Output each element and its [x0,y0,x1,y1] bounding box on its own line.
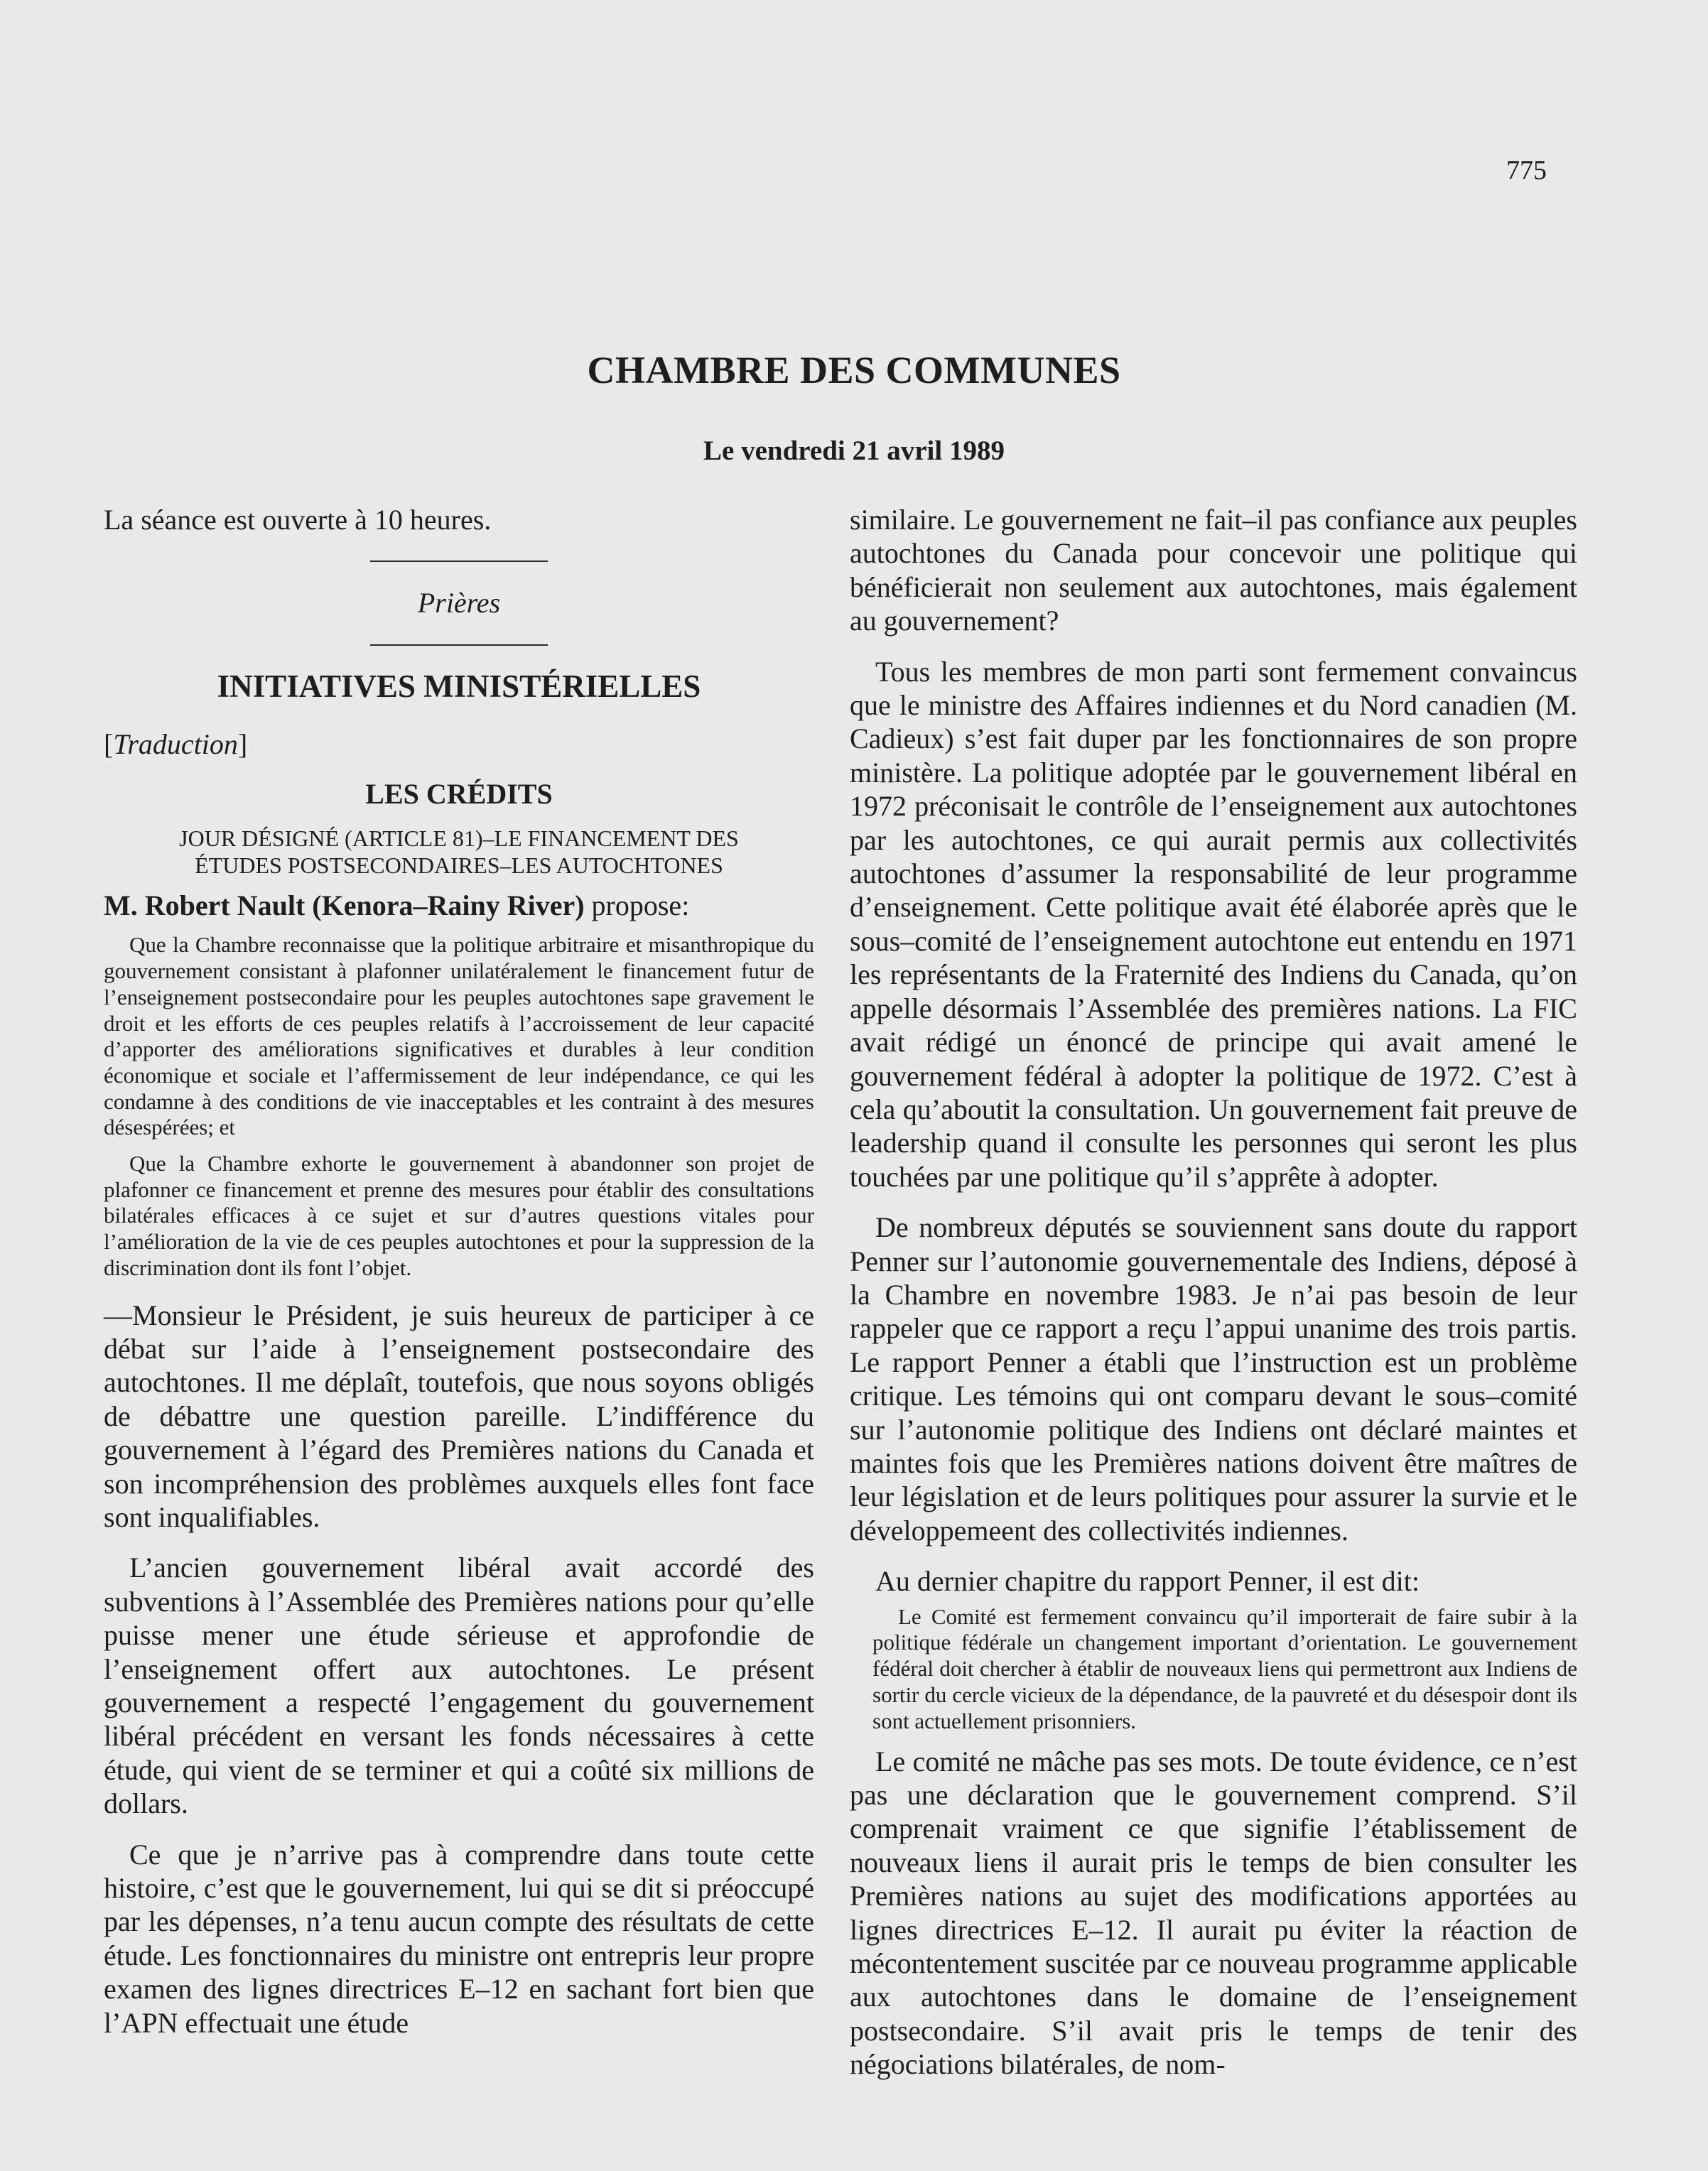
report-quote: Le Comité est fermement convaincu qu’il importerait de faire subir à la politique fédérale un changement important d’orientation. Le gouvernement fédéral doit chercher à établir de nouveaux liens qui permettront aux Indiens de sortir du cercle vicieux de la dépendance, de la pauvreté et du désespoir dont ils sont actuellement prisonniers. [872,1603,1577,1733]
translation-tag-text: Traduction [113,728,238,761]
section-divider [370,561,548,562]
speech-paragraph: L’ancien gouvernement libéral avait accordé des subventions à l’Assemblée des Premières nations pour qu’elle puisse mener une étude sérieuse et approfondie de l’enseignement offert aux autochtones. Le présent gouvernement a respecté l’engagement du gouvernement libéral précédent en versant les fonds nécessaires à cette étude, qui vient de se terminer et qui a coûté six millions de dollars. [104,1552,814,1820]
mover-name: M. Robert Nault (Kenora–Rainy River) [104,889,585,922]
designated-day-heading [104,825,814,879]
section-heading: INITIATIVES MINISTÉRIELLES [217,668,701,704]
speech-paragraph: —Monsieur le Président, je suis heureux de participer à ce débat sur l’aide à l’enseignement postsecondaire des autochtones. Il me déplaît, toutefois, que nous soyons obligés de débattre une question pareille. L’indifférence du gouvernement à l’égard des Premières nations du Canada et son incompréhension des problèmes auxquels elles font face sont inqualifiables. [104,1299,814,1534]
motion-paragraph: Que la Chambre reconnaisse que la politique arbitraire et misanthropique du gouvernement consistant à plafonner unilatéralement le financement futur de l’enseignement postsecondaire pour les peuples autochtones sape gravement le droit et les efforts de ces peuples relatifs à l’accroissement de leur capacité d’apporter des améliorations significatives et durables à leur condition économique et sociale et l’affermissement de leur indépendance, ce qui les condamne à des conditions de vie inacceptables et les contraint à des mesures désespérées; et [104,932,814,1140]
sitting-opening: La séance est ouverte à 10 heures. [104,504,492,536]
speech-paragraph: Le comité ne mâche pas ses mots. De toute évidence, ce n’est pas une déclaration que le gouvernement comprend. S’il comprenait vraiment ce que signifie l’établissement de nouveaux liens il aurait pris le temps de bien consulter les Premières nations au sujet des modifications apportées au lignes directrices E–12. Il aurait pu éviter la réaction de mécontentement suscitée par ce nouveau programme applicable aux autochtones dans le domaine de l’enseignement postsecondaire. S’il avait pris le temps de tenir des négociations bilatérales, de nom- [850,1745,1577,2081]
section-divider [370,644,548,646]
sitting-date: Le vendredi 21 avril 1989 [703,435,1005,466]
speech-paragraph: De nombreux députés se souviennent sans doute du rapport Penner sur l’autonomie gouvernementale des Indiens, déposé à la Chambre en novembre 1983. Je n’ai pas besoin de leur rappeler que ce rapport a reçu l’appui unanime des trois partis. Le rapport Penner a établi que l’instruction est un problème critique. Les témoins qui ont comparu devant le sous–comité sur l’autonomie politique des Indiens ont déclaré maintes et maintes fois que les Premières nations doivent être maîtres de leur législation et de leurs politiques pour assurer la survie et le développemeent des collectivités indiennes. [850,1211,1577,1547]
mover-verb: propose: [591,889,690,922]
speech-paragraph: Au dernier chapitre du rapport Penner, il est dit: [875,1565,1420,1598]
page-number: 775 [1506,156,1547,185]
designated-day-line: ÉTUDES POSTSECONDAIRES–LES AUTOCHTONES [195,852,723,879]
translation-tag: [Traduction] [104,728,248,761]
motion-paragraph: Que la Chambre exhorte le gouvernement à abandonner son projet de plafonner ce financement et prenne des mesures pour établir des consultations bilatérales efficaces à ce sujet et sur d’autres questions vitales pour l’amélioration de la vie de ces peuples autochtones et pour la suppression de la discrimination dont ils font l’objet. [104,1151,814,1280]
mover-line [104,889,814,922]
left-column [104,503,814,2040]
prayers-heading: Prières [417,587,501,619]
right-column [850,503,1577,2081]
house-title: CHAMBRE DES COMMUNES [587,349,1121,391]
speech-paragraph: similaire. Le gouvernement ne fait–il pas confiance aux peuples autochtones du Canada pour concevoir une politique qui bénéficierait non seulement aux autochtones, mais également au gouvernement? [850,504,1577,637]
supply-heading: LES CRÉDITS [365,777,553,810]
speech-paragraph: Tous les membres de mon parti sont fermement convaincus que le ministre des Affaires indiennes et du Nord canadien (M. Cadieux) s’est fait duper par les fonctionnaires de son propre ministère. La politique adoptée par le gouvernement libéral en 1972 préconisait le contrôle de l’enseignement aux autochtones par les autochtones, ce qui aurait permis aux collectivités autochtones d’assumer la responsabilité de leur programme d’enseignement. Cette politique avait été élaborée après que le sous–comité de l’enseignement autochtone eut entendu en 1971 les représentants de la Fraternité des Indiens du Canada, qu’on appelle désormais l’Assemblée des premières nations. La FIC avait rédigé un énoncé de principe qui avait amené le gouvernement fédéral à adopter la politique de 1972. C’est à cela qu’aboutit la consultation. Un gouvernement fait preuve de leadership quand il consulte les personnes qui seront les plus touchées par une politique qu’il s’apprête à adopter. [850,655,1577,1193]
designated-day-line: JOUR DÉSIGNÉ (ARTICLE 81)–LE FINANCEMENT DES [179,825,739,852]
speech-paragraph: Ce que je n’arrive pas à comprendre dans toute cette histoire, c’est que le gouvernement, lui qui se dit si préoccupé par les dépenses, n’a tenu aucun compte des résultats de cette étude. Les fonctionnaires du ministre ont entrepris leur propre examen des lignes directrices E–12 en sachant fort bien que l’APN effectuait une étude [104,1838,814,2039]
